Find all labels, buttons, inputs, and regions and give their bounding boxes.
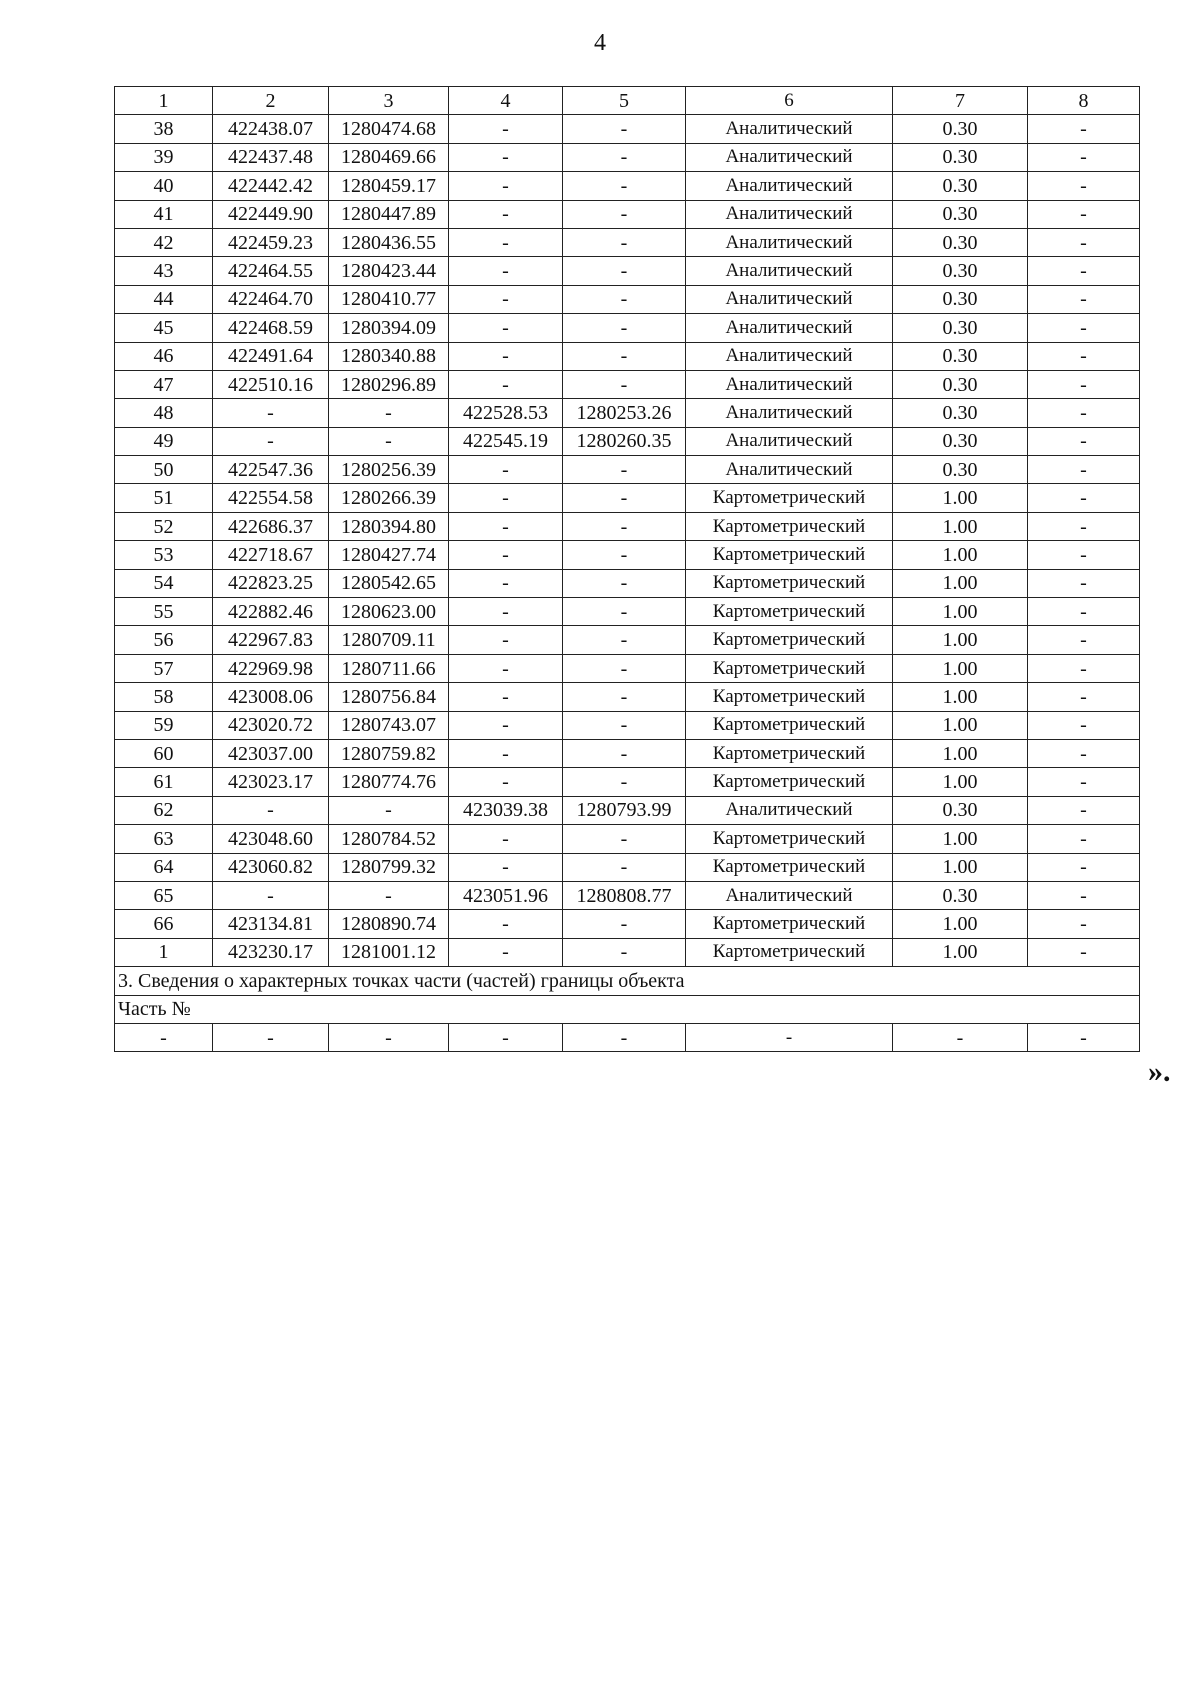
table-cell-col-3: 1280759.82	[329, 739, 449, 767]
table-cell-col-3: -	[329, 427, 449, 455]
table-cell-col-2: -	[213, 427, 329, 455]
table-cell-col-5: -	[563, 569, 686, 597]
table-row	[115, 484, 1140, 512]
table-cell-col-4: -	[449, 456, 563, 484]
table-cell-col-5: -	[563, 172, 686, 200]
table-cell-col-5: -	[563, 739, 686, 767]
table-body	[115, 87, 1140, 1052]
table-row	[115, 768, 1140, 796]
table-cell-col-6: Аналитический	[686, 427, 893, 455]
table-cell-col-5: -	[563, 654, 686, 682]
table-cell-col-2: 2	[213, 87, 329, 115]
table-cell-col-8: -	[1028, 228, 1140, 256]
table-row	[115, 938, 1140, 966]
table-cell-col-5: -	[563, 342, 686, 370]
table-row	[115, 200, 1140, 228]
table-cell-col-6: Картометрический	[686, 825, 893, 853]
table-cell-col-4: -	[449, 711, 563, 739]
table-row	[115, 342, 1140, 370]
table-cell-col-3: -	[329, 399, 449, 427]
table-cell-col-5: 1280808.77	[563, 881, 686, 909]
table-cell-col-4: -	[449, 853, 563, 881]
table-cell-col-8: -	[1028, 172, 1140, 200]
table-cell-col-8: -	[1028, 881, 1140, 909]
table-cell-col-7: 1.00	[893, 654, 1028, 682]
table-cell-col-5: -	[563, 143, 686, 171]
table-cell-col-5: -	[563, 484, 686, 512]
page-number: 4	[594, 30, 606, 56]
table-row	[115, 541, 1140, 569]
table-cell-col-3: 1280296.89	[329, 370, 449, 398]
table-cell-col-7: 0.30	[893, 172, 1028, 200]
table-cell-col-7: 0.30	[893, 228, 1028, 256]
table-cell-col-8: -	[1028, 115, 1140, 143]
table-cell-col-3: 3	[329, 87, 449, 115]
table-cell-col-3: 1280427.74	[329, 541, 449, 569]
table-cell-col-4: -	[449, 512, 563, 540]
table-cell-col-7: 0.30	[893, 285, 1028, 313]
table-row	[115, 314, 1140, 342]
table-cell-col-8: -	[1028, 541, 1140, 569]
table-row	[115, 172, 1140, 200]
table-cell-col-5: -	[563, 711, 686, 739]
table-cell-col-2: 422464.55	[213, 257, 329, 285]
table-cell-col-1: 48	[115, 399, 213, 427]
table-cell-col-4: 423051.96	[449, 881, 563, 909]
table-cell-col-4: -	[449, 314, 563, 342]
table-cell-col-6: Картометрический	[686, 598, 893, 626]
table-cell-col-5: -	[563, 1023, 686, 1051]
table-cell-col-3: 1280709.11	[329, 626, 449, 654]
table-cell-col-7: 1.00	[893, 853, 1028, 881]
table-cell-col-1: 52	[115, 512, 213, 540]
table-cell-col-2: 422823.25	[213, 569, 329, 597]
table-cell-col-4: -	[449, 598, 563, 626]
table-cell-col-2: 422554.58	[213, 484, 329, 512]
empty-part-row	[115, 1023, 1140, 1051]
table-row	[115, 853, 1140, 881]
table-cell-col-3: 1280469.66	[329, 143, 449, 171]
table-cell-col-3: 1280474.68	[329, 115, 449, 143]
table-cell-col-5: -	[563, 768, 686, 796]
table-row	[115, 228, 1140, 256]
table-cell-col-3: 1280743.07	[329, 711, 449, 739]
table-row	[115, 427, 1140, 455]
table-cell-col-6: Аналитический	[686, 172, 893, 200]
table-cell-col-8: -	[1028, 1023, 1140, 1051]
table-cell-col-5: 1280260.35	[563, 427, 686, 455]
table-cell-col-6: Аналитический	[686, 143, 893, 171]
table-cell-col-1: 44	[115, 285, 213, 313]
table-cell-col-7: 1.00	[893, 569, 1028, 597]
table-cell-col-4: -	[449, 768, 563, 796]
table-cell-col-6: Картометрический	[686, 938, 893, 966]
table-cell-col-5: -	[563, 314, 686, 342]
table-cell-col-2: 422438.07	[213, 115, 329, 143]
table-cell-col-5: -	[563, 683, 686, 711]
table-cell-col-2: 423048.60	[213, 825, 329, 853]
table-cell-col-8: -	[1028, 683, 1140, 711]
table-cell-col-5: 1280793.99	[563, 796, 686, 824]
table-cell-col-3: 1280410.77	[329, 285, 449, 313]
table-cell-col-2: 422464.70	[213, 285, 329, 313]
table-cell-col-8: -	[1028, 654, 1140, 682]
table-header-row	[115, 87, 1140, 115]
table-cell-col-2: 422510.16	[213, 370, 329, 398]
table-cell-col-8: -	[1028, 370, 1140, 398]
table-cell-col-7: 1.00	[893, 626, 1028, 654]
table-cell-col-1: 41	[115, 200, 213, 228]
table-cell-col-4: -	[449, 200, 563, 228]
table-cell-col-8: -	[1028, 143, 1140, 171]
table-cell-col-4: -	[449, 115, 563, 143]
table-cell-col-5: 1280253.26	[563, 399, 686, 427]
table-cell-col-7: 0.30	[893, 427, 1028, 455]
table-cell-col-1: 1	[115, 87, 213, 115]
table-cell-col-6: 6	[686, 87, 893, 115]
table-cell-col-5: -	[563, 910, 686, 938]
table-cell-col-7: 7	[893, 87, 1028, 115]
table-row	[115, 285, 1140, 313]
table-cell-col-7: 1.00	[893, 910, 1028, 938]
table-cell-col-1: 58	[115, 683, 213, 711]
table-cell-col-2: 422547.36	[213, 456, 329, 484]
table-cell-col-7: 0.30	[893, 342, 1028, 370]
table-row	[115, 399, 1140, 427]
table-cell-col-8: -	[1028, 314, 1140, 342]
table-cell-col-8: -	[1028, 739, 1140, 767]
table-cell-col-2: 422969.98	[213, 654, 329, 682]
table-cell-col-2: 423037.00	[213, 739, 329, 767]
table-cell-col-2: 423060.82	[213, 853, 329, 881]
table-cell-col-7: 0.30	[893, 314, 1028, 342]
table-cell-col-7: 0.30	[893, 200, 1028, 228]
table-cell-col-6: Аналитический	[686, 115, 893, 143]
table-row	[115, 626, 1140, 654]
table-cell-col-6: Картометрический	[686, 541, 893, 569]
table-cell-col-7: 0.30	[893, 796, 1028, 824]
table-row	[115, 711, 1140, 739]
table-cell-col-8: -	[1028, 456, 1140, 484]
table-cell-col-4: 422545.19	[449, 427, 563, 455]
table-cell-col-1: 42	[115, 228, 213, 256]
table-cell-col-8: -	[1028, 825, 1140, 853]
table-cell-col-8: -	[1028, 257, 1140, 285]
table-cell-col-1: 55	[115, 598, 213, 626]
table-cell-col-5: -	[563, 598, 686, 626]
part-number-row	[115, 995, 1140, 1023]
table-cell-col-3: 1280436.55	[329, 228, 449, 256]
table-cell-col-7: 0.30	[893, 399, 1028, 427]
table-cell-col-4: -	[449, 172, 563, 200]
table-row	[115, 143, 1140, 171]
table-cell-col-6: Аналитический	[686, 285, 893, 313]
table-cell-col-5: -	[563, 456, 686, 484]
table-cell-col-7: 1.00	[893, 711, 1028, 739]
table-row	[115, 257, 1140, 285]
table-cell-col-4: -	[449, 342, 563, 370]
table-cell-col-6: Аналитический	[686, 342, 893, 370]
table-cell-col-7: 1.00	[893, 938, 1028, 966]
table-cell-col-2: 422442.42	[213, 172, 329, 200]
table-cell-col-1: 60	[115, 739, 213, 767]
coordinates-table	[114, 86, 1140, 1052]
table-cell-col-2: 422882.46	[213, 598, 329, 626]
table-cell-col-8: -	[1028, 938, 1140, 966]
table-cell-col-3: -	[329, 1023, 449, 1051]
table-row	[115, 654, 1140, 682]
table-cell-col-2: -	[213, 1023, 329, 1051]
table-cell-col-3: -	[329, 796, 449, 824]
table-cell-col-1: 56	[115, 626, 213, 654]
table-cell-col-8: -	[1028, 796, 1140, 824]
table-row	[115, 598, 1140, 626]
table-cell-col-2: 422459.23	[213, 228, 329, 256]
table-cell-col-2: 422967.83	[213, 626, 329, 654]
table-cell-col-8: -	[1028, 342, 1140, 370]
table-cell-col-4: 4	[449, 87, 563, 115]
table-cell-col-7: 1.00	[893, 598, 1028, 626]
table-cell-col-6: Картометрический	[686, 683, 893, 711]
table-cell-col-6: Картометрический	[686, 484, 893, 512]
table-cell-col-4: -	[449, 654, 563, 682]
table-cell-col-6: Картометрический	[686, 626, 893, 654]
table-row	[115, 370, 1140, 398]
table-cell-col-3: -	[329, 881, 449, 909]
table-cell-col-6: Аналитический	[686, 796, 893, 824]
table-cell-col-2: 423230.17	[213, 938, 329, 966]
table-cell-col-4: 422528.53	[449, 399, 563, 427]
table-cell-col-5: -	[563, 115, 686, 143]
table-cell-col-6: Аналитический	[686, 881, 893, 909]
table-cell-col-4: -	[449, 143, 563, 171]
section-title-cell: 3. Сведения о характерных точках части (частей) границы объекта	[115, 967, 1140, 995]
table-cell-col-2: 422449.90	[213, 200, 329, 228]
table-cell-col-3: 1280394.09	[329, 314, 449, 342]
table-cell-col-4: 423039.38	[449, 796, 563, 824]
table-cell-col-7: 1.00	[893, 825, 1028, 853]
table-cell-col-3: 1280799.32	[329, 853, 449, 881]
table-cell-col-3: 1280542.65	[329, 569, 449, 597]
table-cell-col-4: -	[449, 541, 563, 569]
table-row	[115, 456, 1140, 484]
table-cell-col-5: -	[563, 938, 686, 966]
table-cell-col-1: 1	[115, 938, 213, 966]
table-cell-col-3: 1280784.52	[329, 825, 449, 853]
table-cell-col-7: 1.00	[893, 541, 1028, 569]
table-cell-col-6: Картометрический	[686, 512, 893, 540]
table-cell-col-3: 1280423.44	[329, 257, 449, 285]
table-cell-col-3: 1280266.39	[329, 484, 449, 512]
table-cell-col-7: 0.30	[893, 115, 1028, 143]
table-cell-col-5: -	[563, 228, 686, 256]
table-cell-col-7: 1.00	[893, 739, 1028, 767]
table-cell-col-6: Картометрический	[686, 739, 893, 767]
table-cell-col-6: Аналитический	[686, 314, 893, 342]
table-cell-col-1: 61	[115, 768, 213, 796]
table-cell-col-2: 423008.06	[213, 683, 329, 711]
table-cell-col-4: -	[449, 370, 563, 398]
table-cell-col-4: -	[449, 825, 563, 853]
table-cell-col-1: 39	[115, 143, 213, 171]
table-cell-col-4: -	[449, 569, 563, 597]
table-cell-col-7: -	[893, 1023, 1028, 1051]
table-cell-col-8: -	[1028, 910, 1140, 938]
table-cell-col-1: 59	[115, 711, 213, 739]
table-cell-col-5: -	[563, 370, 686, 398]
table-cell-col-8: -	[1028, 569, 1140, 597]
table-row	[115, 881, 1140, 909]
table-cell-col-6: Картометрический	[686, 853, 893, 881]
table-row	[115, 115, 1140, 143]
table-cell-col-4: -	[449, 938, 563, 966]
section-title-row	[115, 967, 1140, 995]
table-cell-col-6: Картометрический	[686, 910, 893, 938]
table-cell-col-2: 422468.59	[213, 314, 329, 342]
table-cell-col-1: 50	[115, 456, 213, 484]
table-cell-col-2: -	[213, 796, 329, 824]
table-cell-col-4: -	[449, 285, 563, 313]
table-cell-col-3: 1280774.76	[329, 768, 449, 796]
table-cell-col-6: Аналитический	[686, 399, 893, 427]
table-cell-col-3: 1280447.89	[329, 200, 449, 228]
table-cell-col-8: -	[1028, 768, 1140, 796]
table-cell-col-6: -	[686, 1023, 893, 1051]
part-number-cell: Часть №	[115, 995, 1140, 1023]
table-cell-col-3: 1280623.00	[329, 598, 449, 626]
table-cell-col-5: -	[563, 626, 686, 654]
table-cell-col-2: 423023.17	[213, 768, 329, 796]
table-cell-col-1: -	[115, 1023, 213, 1051]
table-cell-col-7: 1.00	[893, 512, 1028, 540]
table-cell-col-6: Картометрический	[686, 711, 893, 739]
table-cell-col-3: 1280756.84	[329, 683, 449, 711]
table-row	[115, 910, 1140, 938]
table-row	[115, 512, 1140, 540]
table-cell-col-5: -	[563, 853, 686, 881]
table-cell-col-5: -	[563, 200, 686, 228]
table-cell-col-1: 49	[115, 427, 213, 455]
table-row	[115, 796, 1140, 824]
table-cell-col-2: 422718.67	[213, 541, 329, 569]
table-cell-col-8: -	[1028, 484, 1140, 512]
table-cell-col-1: 57	[115, 654, 213, 682]
table-cell-col-1: 45	[115, 314, 213, 342]
table-cell-col-4: -	[449, 484, 563, 512]
table-row	[115, 825, 1140, 853]
table-cell-col-7: 0.30	[893, 370, 1028, 398]
table-cell-col-4: -	[449, 1023, 563, 1051]
table-cell-col-8: -	[1028, 598, 1140, 626]
table-cell-col-8: -	[1028, 853, 1140, 881]
table-cell-col-2: 423134.81	[213, 910, 329, 938]
table-cell-col-1: 54	[115, 569, 213, 597]
table-cell-col-4: -	[449, 910, 563, 938]
table-cell-col-8: 8	[1028, 87, 1140, 115]
table-cell-col-1: 53	[115, 541, 213, 569]
table-cell-col-4: -	[449, 739, 563, 767]
table-cell-col-1: 43	[115, 257, 213, 285]
table-cell-col-3: 1280340.88	[329, 342, 449, 370]
table-cell-col-8: -	[1028, 512, 1140, 540]
table-cell-col-5: 5	[563, 87, 686, 115]
table-cell-col-8: -	[1028, 427, 1140, 455]
table-cell-col-8: -	[1028, 711, 1140, 739]
table-cell-col-5: -	[563, 512, 686, 540]
table-cell-col-1: 40	[115, 172, 213, 200]
table-cell-col-3: 1280711.66	[329, 654, 449, 682]
table-cell-col-1: 38	[115, 115, 213, 143]
table-cell-col-7: 1.00	[893, 484, 1028, 512]
table-cell-col-2: -	[213, 399, 329, 427]
table-cell-col-7: 0.30	[893, 881, 1028, 909]
table-cell-col-7: 1.00	[893, 683, 1028, 711]
table-cell-col-6: Картометрический	[686, 654, 893, 682]
table-cell-col-5: -	[563, 257, 686, 285]
table-cell-col-2: -	[213, 881, 329, 909]
table-cell-col-4: -	[449, 626, 563, 654]
table-cell-col-2: 422686.37	[213, 512, 329, 540]
table-cell-col-1: 62	[115, 796, 213, 824]
table-cell-col-4: -	[449, 228, 563, 256]
table-cell-col-3: 1281001.12	[329, 938, 449, 966]
table-cell-col-4: -	[449, 683, 563, 711]
table-cell-col-1: 65	[115, 881, 213, 909]
table-cell-col-5: -	[563, 285, 686, 313]
table-cell-col-4: -	[449, 257, 563, 285]
table-cell-col-1: 46	[115, 342, 213, 370]
table-cell-col-2: 422491.64	[213, 342, 329, 370]
table-cell-col-2: 423020.72	[213, 711, 329, 739]
closing-quote-mark: ».	[1148, 1055, 1171, 1088]
table-cell-col-7: 0.30	[893, 456, 1028, 484]
table-row	[115, 683, 1140, 711]
table-cell-col-6: Картометрический	[686, 768, 893, 796]
table-cell-col-3: 1280459.17	[329, 172, 449, 200]
table-cell-col-3: 1280394.80	[329, 512, 449, 540]
table-cell-col-5: -	[563, 541, 686, 569]
table-row	[115, 569, 1140, 597]
table-row	[115, 739, 1140, 767]
table-cell-col-6: Аналитический	[686, 456, 893, 484]
table-cell-col-6: Аналитический	[686, 228, 893, 256]
table-cell-col-1: 63	[115, 825, 213, 853]
table-cell-col-7: 0.30	[893, 257, 1028, 285]
table-cell-col-8: -	[1028, 200, 1140, 228]
table-cell-col-2: 422437.48	[213, 143, 329, 171]
table-cell-col-6: Аналитический	[686, 370, 893, 398]
table-cell-col-8: -	[1028, 626, 1140, 654]
table-cell-col-8: -	[1028, 285, 1140, 313]
table-cell-col-1: 47	[115, 370, 213, 398]
table-cell-col-1: 64	[115, 853, 213, 881]
table-cell-col-6: Аналитический	[686, 257, 893, 285]
table-cell-col-7: 0.30	[893, 143, 1028, 171]
table-cell-col-5: -	[563, 825, 686, 853]
table-cell-col-3: 1280890.74	[329, 910, 449, 938]
table-cell-col-3: 1280256.39	[329, 456, 449, 484]
table-cell-col-6: Аналитический	[686, 200, 893, 228]
table-cell-col-1: 51	[115, 484, 213, 512]
table-cell-col-6: Картометрический	[686, 569, 893, 597]
table-cell-col-8: -	[1028, 399, 1140, 427]
table-cell-col-1: 66	[115, 910, 213, 938]
table-cell-col-7: 1.00	[893, 768, 1028, 796]
